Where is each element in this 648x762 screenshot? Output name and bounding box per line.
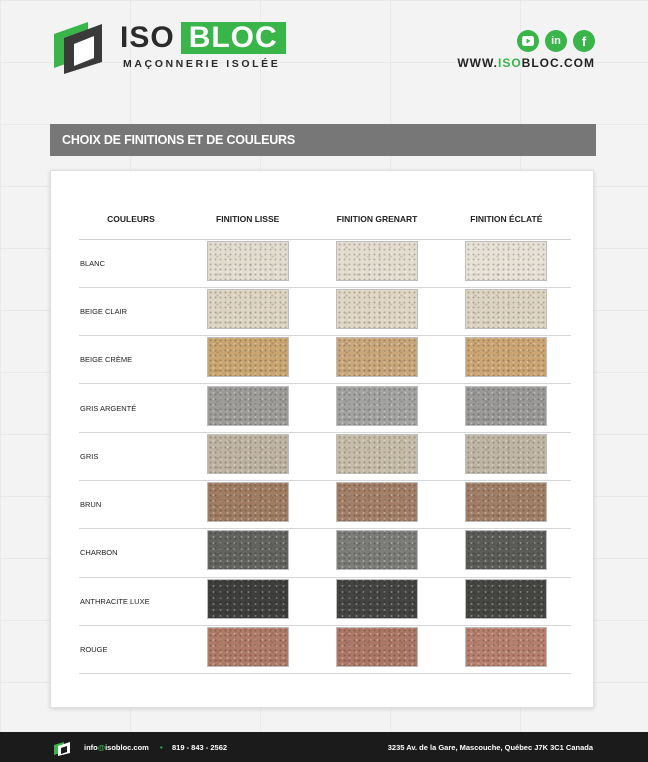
swatch-eclate <box>465 579 547 619</box>
header-couleurs: COULEURS <box>79 199 183 239</box>
logo-iso: ISO <box>120 21 175 54</box>
finishes-table <box>79 199 571 674</box>
swatch-eclate <box>465 530 547 570</box>
swatch-lisse <box>207 434 289 474</box>
footer-separator: • <box>160 743 163 752</box>
swatch-grenart <box>336 627 418 667</box>
table-row <box>79 577 571 625</box>
website-accent: ISO <box>498 56 522 70</box>
swatch-cell <box>442 336 571 384</box>
footer-email-link[interactable] <box>84 743 149 752</box>
website-link[interactable] <box>457 56 595 70</box>
swatch-eclate <box>465 241 547 281</box>
swatch-grenart <box>336 579 418 619</box>
colour-name: GRIS ARGENTÉ <box>79 384 183 432</box>
colour-name: BEIGE CRÈME <box>79 336 183 384</box>
logo-tagline: MAÇONNERIE ISOLÉE <box>123 58 281 70</box>
facebook-icon: f <box>581 33 587 49</box>
table-row <box>79 384 571 432</box>
swatch-cell <box>183 432 312 480</box>
table-row <box>79 529 571 577</box>
swatch-cell <box>442 577 571 625</box>
swatch-cell <box>442 529 571 577</box>
swatch-cell <box>312 625 441 673</box>
swatch-lisse <box>207 289 289 329</box>
swatch-grenart <box>336 386 418 426</box>
footer-phone-link[interactable]: 819 - 843 - 2562 <box>172 743 228 752</box>
swatch-grenart <box>336 434 418 474</box>
swatch-cell <box>442 432 571 480</box>
youtube-icon <box>522 36 534 46</box>
footer-address: 3235 Av. de la Gare, Mascouche, Québec J7K 3C1 Canada <box>387 743 593 752</box>
logo-bloc: BLOC <box>181 22 286 54</box>
header-finition-eclate: FINITION ÉCLATÉ <box>442 199 571 239</box>
swatch-cell <box>183 287 312 335</box>
table-body <box>79 239 571 674</box>
section-title: CHOIX DE FINITIONS ET DE COULEURS <box>50 124 596 156</box>
swatch-cell <box>183 625 312 673</box>
email-domain: isobloc.com <box>105 743 149 752</box>
colour-name: ROUGE <box>79 625 183 673</box>
swatch-cell <box>183 336 312 384</box>
swatch-eclate <box>465 434 547 474</box>
footer <box>0 732 648 762</box>
youtube-link[interactable] <box>517 30 539 52</box>
swatch-cell <box>442 287 571 335</box>
swatch-cell <box>312 239 441 287</box>
email-at: @ <box>97 743 106 752</box>
swatch-lisse <box>207 627 289 667</box>
swatch-lisse <box>207 530 289 570</box>
table-row <box>79 239 571 287</box>
linkedin-icon: in <box>551 35 561 47</box>
website-prefix: WWW. <box>457 56 498 70</box>
header-finition-grenart: FINITION GRENART <box>312 199 441 239</box>
swatch-eclate <box>465 289 547 329</box>
colour-name: BEIGE CLAIR <box>79 287 183 335</box>
swatch-cell <box>442 480 571 528</box>
table-row <box>79 480 571 528</box>
swatch-lisse <box>207 482 289 522</box>
table-row <box>79 287 571 335</box>
swatch-cell <box>442 239 571 287</box>
table-header-row <box>79 199 571 239</box>
swatch-cell <box>183 529 312 577</box>
swatch-cell <box>312 480 441 528</box>
swatch-cell <box>312 336 441 384</box>
swatch-cell <box>183 239 312 287</box>
colour-name: BRUN <box>79 480 183 528</box>
table-row <box>79 432 571 480</box>
swatch-grenart <box>336 289 418 329</box>
swatch-cell <box>312 287 441 335</box>
swatch-lisse <box>207 579 289 619</box>
social-links <box>517 30 595 52</box>
email-prefix: info <box>84 743 98 752</box>
swatch-cell <box>442 625 571 673</box>
swatch-grenart <box>336 530 418 570</box>
swatch-grenart <box>336 482 418 522</box>
swatch-eclate <box>465 386 547 426</box>
colour-name: CHARBON <box>79 529 183 577</box>
colour-name: ANTHRACITE LUXE <box>79 577 183 625</box>
isobloc-logo-icon <box>50 16 108 74</box>
facebook-link[interactable] <box>573 30 595 52</box>
swatch-eclate <box>465 337 547 377</box>
swatch-eclate <box>465 482 547 522</box>
colour-name: BLANC <box>79 239 183 287</box>
swatch-cell <box>183 577 312 625</box>
swatch-grenart <box>336 337 418 377</box>
finishes-card <box>50 170 594 708</box>
swatch-lisse <box>207 337 289 377</box>
isobloc-small-logo-icon <box>53 740 71 756</box>
swatch-lisse <box>207 386 289 426</box>
swatch-cell <box>183 480 312 528</box>
swatch-cell <box>312 384 441 432</box>
swatch-lisse <box>207 241 289 281</box>
swatch-cell <box>442 384 571 432</box>
swatch-cell <box>183 384 312 432</box>
swatch-grenart <box>336 241 418 281</box>
swatch-cell <box>312 432 441 480</box>
swatch-cell <box>312 577 441 625</box>
table-row <box>79 625 571 673</box>
header <box>0 0 648 95</box>
logo-wordmark <box>120 22 286 70</box>
website-suffix: BLOC.COM <box>521 56 595 70</box>
swatch-cell <box>312 529 441 577</box>
colour-name: GRIS <box>79 432 183 480</box>
linkedin-link[interactable] <box>545 30 567 52</box>
header-finition-lisse: FINITION LISSE <box>183 199 312 239</box>
table-row <box>79 336 571 384</box>
swatch-eclate <box>465 627 547 667</box>
